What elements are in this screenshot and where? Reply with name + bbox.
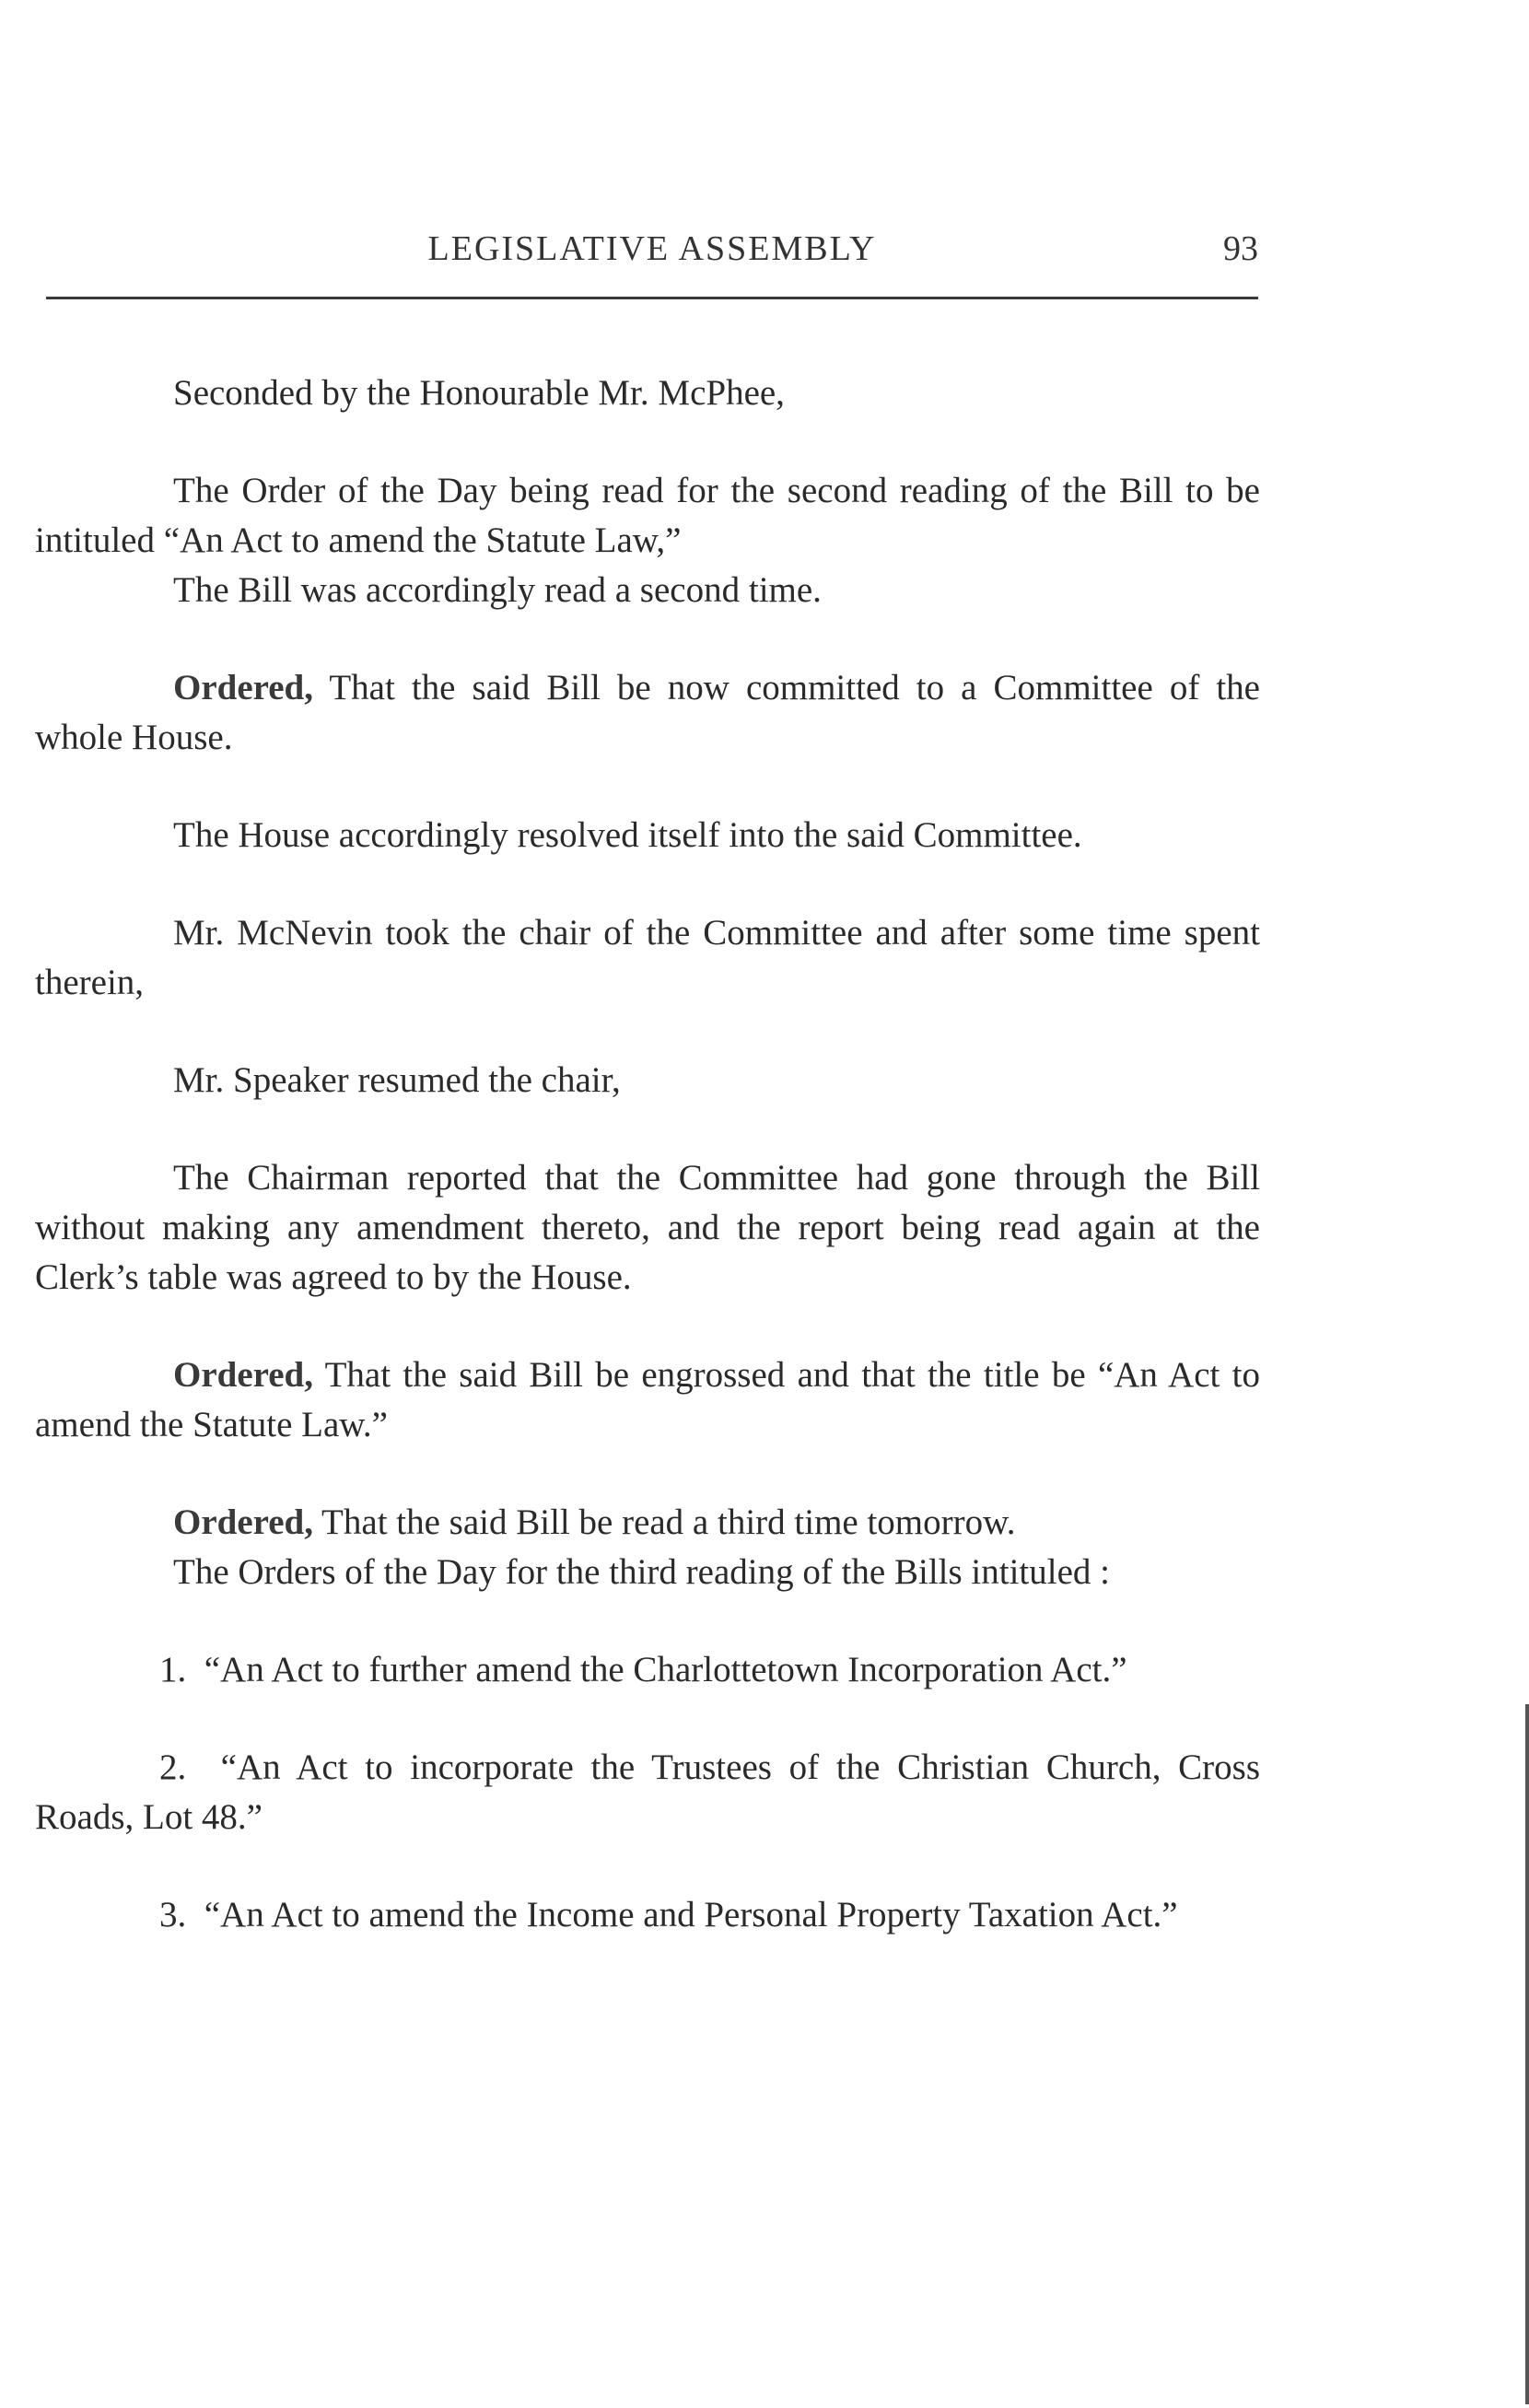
paragraph-speaker-resumed — [35, 1056, 1260, 1105]
scan-edge-line — [1525, 1704, 1529, 2404]
paragraph-text: That the said Bill be read a third time tomorrow. — [313, 1502, 1016, 1542]
list-item-number: 1. — [159, 1650, 187, 1689]
paragraph-second-reading — [35, 566, 1260, 615]
paragraph-chairman-reported — [35, 1153, 1260, 1303]
paragraph-ordered-engrossed — [35, 1350, 1260, 1450]
paragraph-text: The Bill was accordingly read a second time. — [173, 570, 822, 610]
paragraph-ordered-third-reading — [35, 1498, 1260, 1548]
paragraph-house-resolved — [35, 811, 1260, 860]
paragraph-orders-bills-intituled — [35, 1548, 1260, 1597]
paragraph-text: The Chairman reported that the Committee had gone through the Bill without making any amendment thereto, and the report being read again at the Clerk’s table was agreed to by the House. — [35, 1158, 1260, 1297]
paragraph-text: The House accordingly resolved itself into the said Committee. — [173, 815, 1082, 855]
paragraph-seconded — [35, 368, 1260, 418]
page-number: 93 — [1223, 229, 1258, 268]
paragraph-text: The Order of the Day being read for the second reading of the Bill to be intituled “An Act to amend the Statute Law,” — [35, 471, 1260, 560]
paragraph-order-of-day — [35, 466, 1260, 566]
ordered-lead: Ordered, — [173, 1355, 314, 1395]
ordered-lead: Ordered, — [173, 668, 314, 707]
paragraph-text: Seconded by the Honourable Mr. McPhee, — [173, 373, 785, 413]
body-text — [35, 368, 1260, 1988]
paragraph-text: Mr. McNevin took the chair of the Committee and after some time spent therein, — [35, 913, 1260, 1002]
page-header — [46, 228, 1258, 284]
paragraph-text: That the said Bill be now committed to a Committee of the whole House. — [35, 668, 1260, 757]
list-item-text: “An Act to incorporate the Trustees of the Christian Church, Cross Roads, Lot 48.” — [35, 1748, 1261, 1837]
paragraph-text: That the said Bill be engrossed and that the title be “An Act to amend the Statute Law.” — [35, 1355, 1260, 1444]
list-item — [35, 1645, 1260, 1695]
running-head: LEGISLATIVE ASSEMBLY — [427, 229, 877, 268]
list-item-number: 2. — [159, 1748, 187, 1787]
paragraph-mcnevin-chair — [35, 908, 1260, 1008]
list-item-text: “An Act to amend the Income and Personal Property Taxation Act.” — [204, 1895, 1178, 1935]
list-item-text: “An Act to further amend the Charlottetown Incorporation Act.” — [204, 1650, 1127, 1689]
list-item — [35, 1890, 1260, 1940]
ordered-lead: Ordered, — [173, 1502, 314, 1542]
paragraph-text: Mr. Speaker resumed the chair, — [173, 1060, 621, 1100]
paragraph-ordered-committed — [35, 663, 1260, 763]
list-item-number: 3. — [159, 1895, 187, 1935]
list-item — [35, 1743, 1260, 1842]
header-rule — [46, 297, 1258, 299]
paragraph-text: The Orders of the Day for the third reading of the Bills intituled : — [173, 1552, 1110, 1592]
